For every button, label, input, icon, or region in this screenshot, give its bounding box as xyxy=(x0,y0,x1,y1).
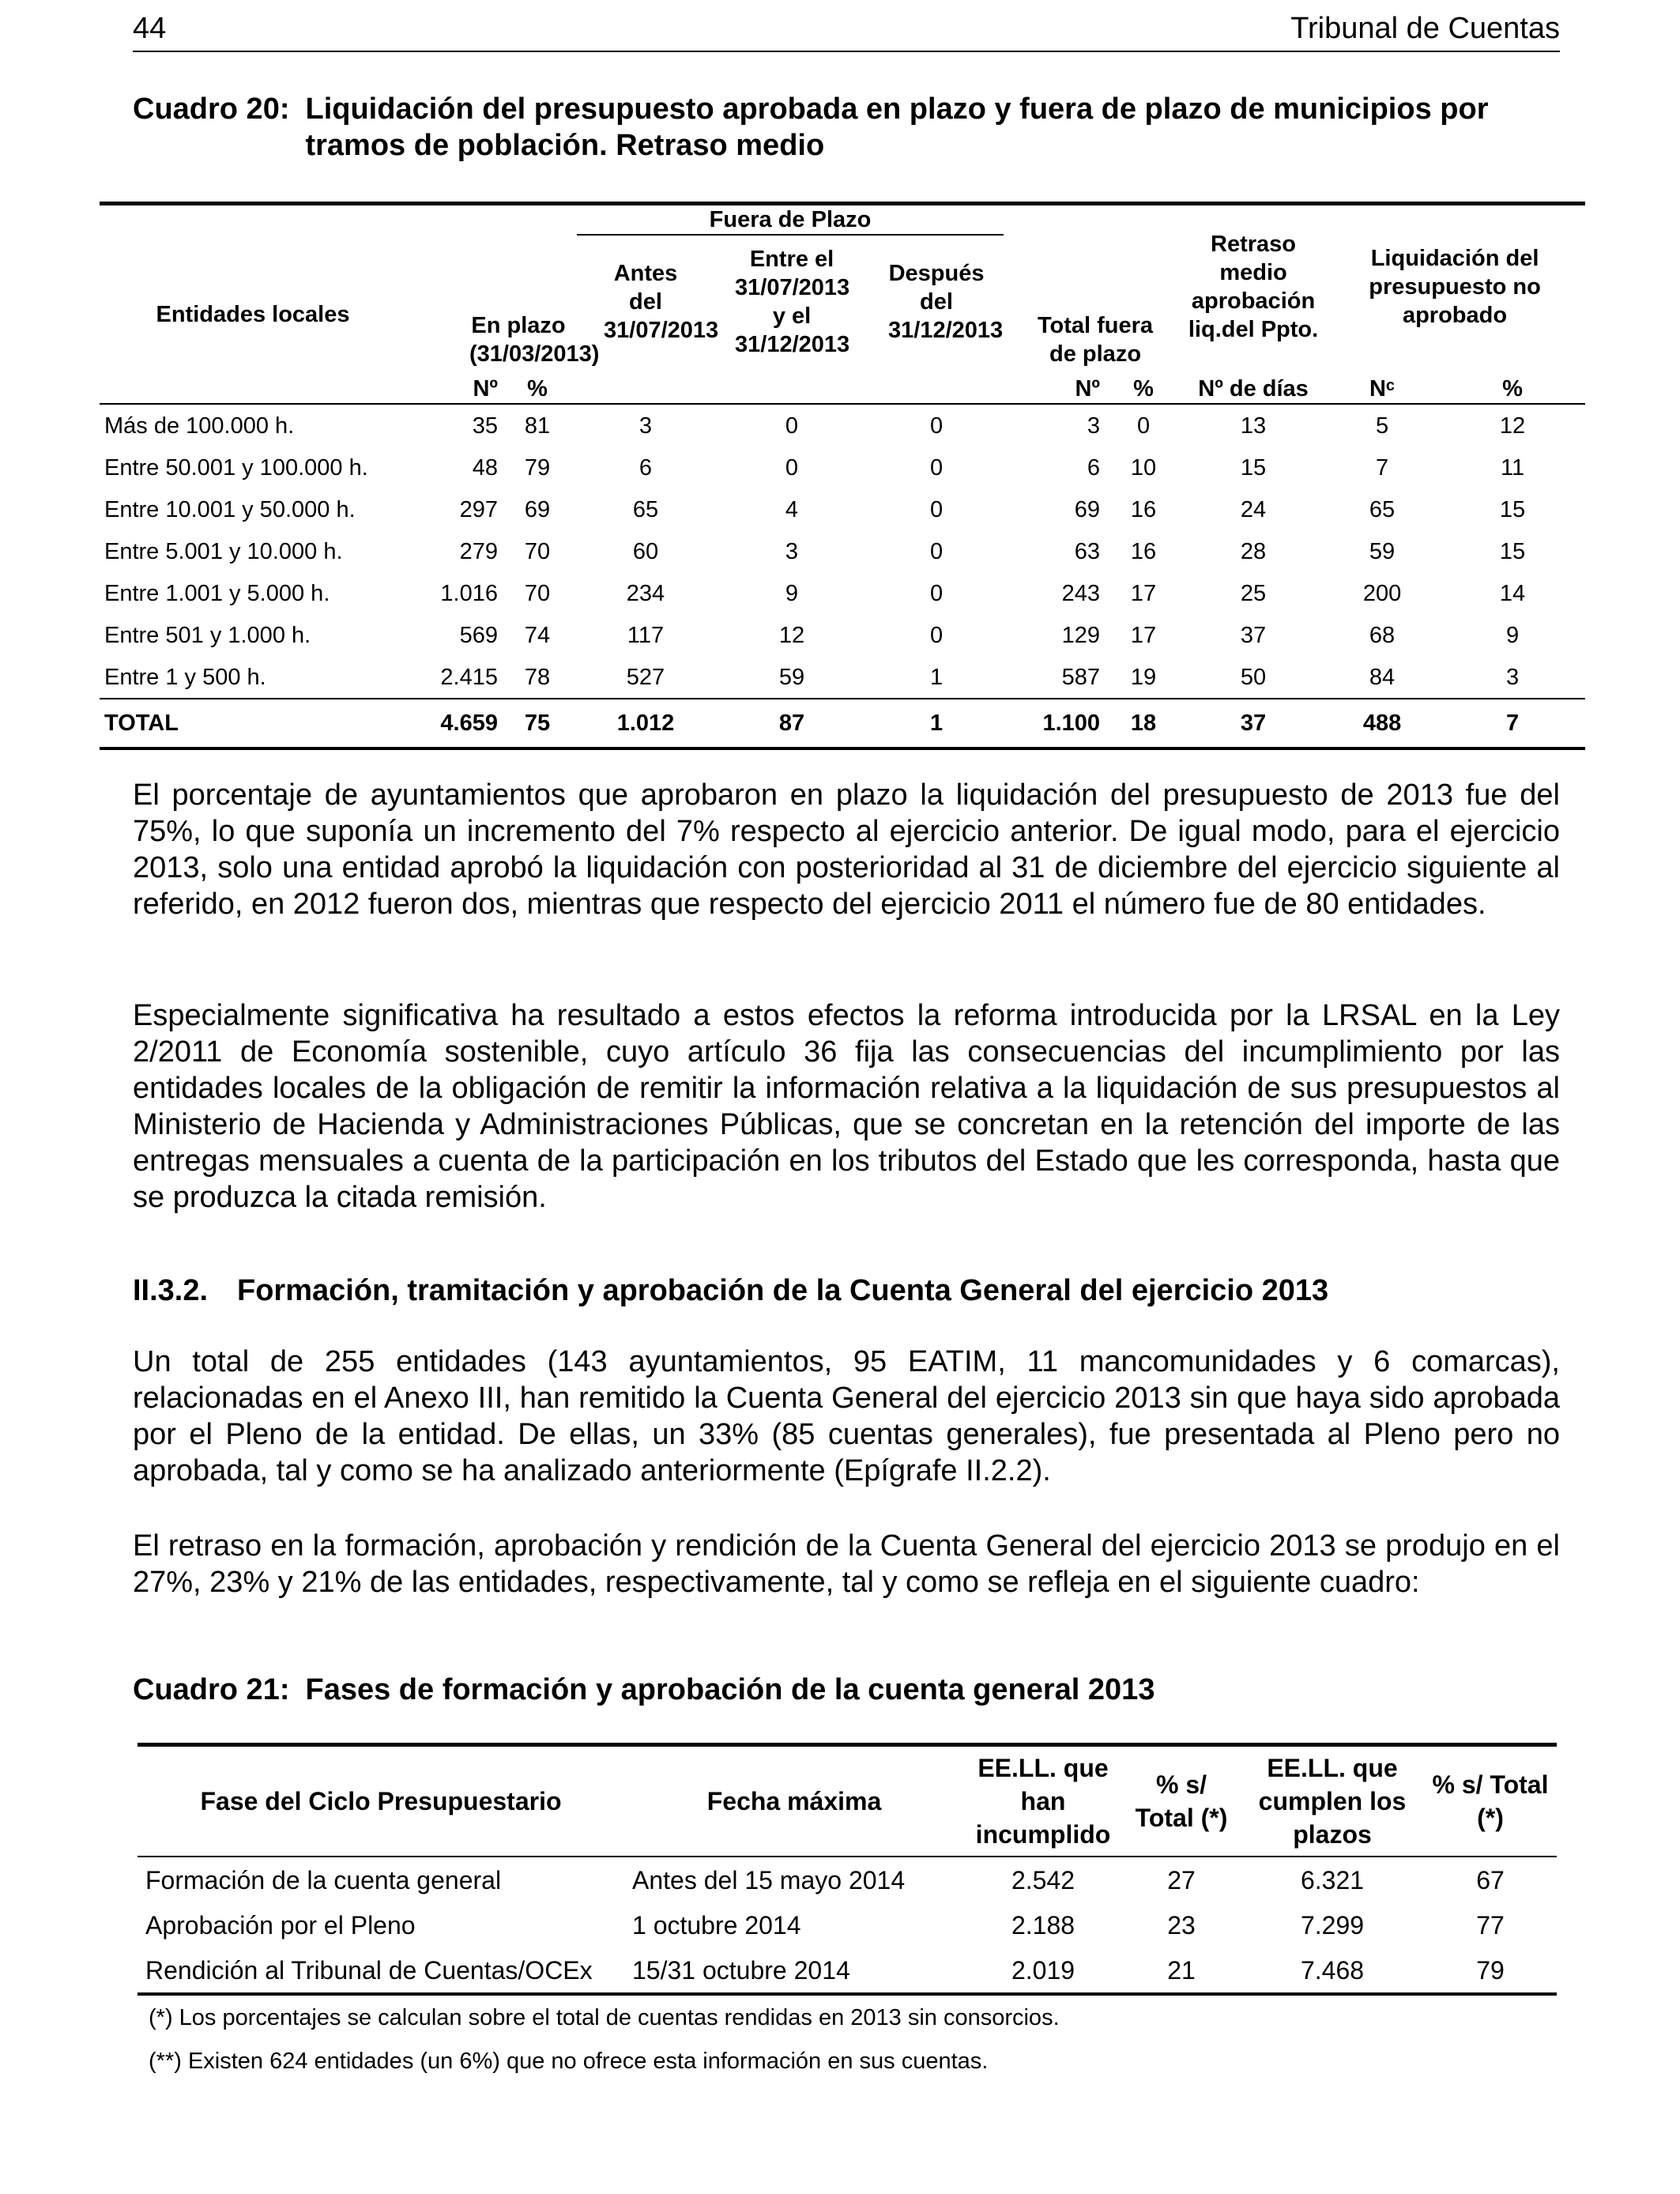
header-pct-incumplido: % s/ Total (*) xyxy=(1135,1770,1228,1832)
cuadro20-title: Liquidación del presupuesto aprobada en plazo y fuera de plazo de municipios por tramos de población. Retraso medio xyxy=(305,92,1489,162)
header-entidades: Entidades locales xyxy=(156,302,350,327)
paragraph-1: El porcentaje de ayuntamientos que aprobaron en plazo la liquidación del presupuesto de 2013 fue del 75%, lo que suponía un incremento del 7% respecto al ejercicio anterior. De igual modo, para el ejercicio 2013, solo una entidad aprobó la liquidación con posterioridad al 31 de diciembre del ejercicio siguiente al referido, en 2012 fueron dos, mientras que respecto del ejercicio 2011 el número fue de 80 entidades. xyxy=(133,778,1560,921)
table-row: Formación de la cuenta general Antes del 15 mayo 2014 2.542 27 6.321 67 xyxy=(145,1865,1505,1894)
table-row: Entre 501 y 1.000 h. 569 74 117 12 0 129 17 37 68 9 xyxy=(104,622,1520,648)
table-total-row: TOTAL 4.659 75 1.012 87 1 1.100 18 37 488 7 xyxy=(100,699,1585,748)
header-entre: Entre el 31/07/2013 y el 31/12/2013 xyxy=(735,247,850,357)
section-heading xyxy=(133,1272,1560,1309)
header-fecha: Fecha máxima xyxy=(706,1787,882,1815)
paragraph-3: Un total de 255 entidades (143 ayuntamientos, 95 EATIM, 11 mancomunidades y 6 comarcas), relacionadas en el Anexo III, han remitido la Cuenta General del ejercicio 2013 sin que haya sido aprobada por el Pleno de la entidad. De ellas, un 33% (85 cuentas generales), fue presentada al Pleno pero no aprobada, tal y como se ha analizado anteriormente (Epígrafe II.2.2). xyxy=(133,1345,1560,1487)
header-fuera-de-plazo: Fuera de Plazo xyxy=(572,204,1008,236)
cuadro21-label: Cuadro 21: xyxy=(133,1673,290,1706)
cuadro21-title: Fases de formación y aprobación de la cuenta general 2013 xyxy=(305,1673,1155,1706)
header-fase: Fase del Ciclo Presupuestario xyxy=(200,1787,562,1815)
sub-dias: Nº de días xyxy=(1198,376,1309,401)
table-row: Entre 10.001 y 50.000 h. 297 69 65 4 0 69 16 24 65 15 xyxy=(104,496,1526,522)
header-cumplen: EE.LL. que cumplen los plazos xyxy=(1258,1754,1407,1849)
cuadro20-label: Cuadro 20: xyxy=(133,92,290,126)
table-row: Rendición al Tribunal de Cuentas/OCEx 15/31 octubre 2014 2.019 21 7.468 79 xyxy=(137,1947,1557,1994)
cuadro20-table xyxy=(100,202,1585,750)
sub-pct-noap: % xyxy=(1502,376,1523,401)
cuadro21-caption xyxy=(133,1672,1560,1708)
sub-n-plazo: Nº xyxy=(473,376,498,401)
sub-pct-total: % xyxy=(1133,376,1154,401)
section-title: Formación, tramitación y aprobación de la Cuenta General del ejercicio 2013 xyxy=(237,1274,1329,1307)
header-antes: Antes del 31/07/2013 xyxy=(604,261,719,343)
header-organization: Tribunal de Cuentas xyxy=(1290,12,1560,45)
footnote-2: (**) Existen 624 entidades (un 6%) que no ofrece esta información en sus cuentas. xyxy=(149,2049,989,2074)
header-total-fuera: Total fuera de plazo xyxy=(1037,313,1154,367)
paragraph-4: El retraso en la formación, aprobación y rendición de la Cuenta General del ejercicio 2013 se produjo en el 27%, 23% y 21% de las entidades, respectivamente, tal y como se refleja en el siguiente cuadro: xyxy=(133,1529,1560,1599)
table-row: Más de 100.000 h. 35 81 3 0 0 3 0 13 5 12 xyxy=(104,413,1526,439)
table-row: Entre 1 y 500 h. 2.415 78 527 59 1 587 19 50 84 3 xyxy=(104,664,1520,690)
cuadro21-table xyxy=(137,1743,1557,1996)
page-number: 44 xyxy=(133,12,167,45)
footnote-1: (*) Los porcentajes se calculan sobre el total de cuentas rendidas en 2013 sin consorcios. xyxy=(149,2005,1060,2030)
header-retraso: Retraso medio aprobación liq.del Ppto. xyxy=(1188,232,1319,342)
table-row: Aprobación por el Pleno 1 octubre 2014 2.188 23 7.299 77 xyxy=(145,1910,1505,1940)
paragraph-2: Especialmente significativa ha resultado a estos efectos la reforma introducida por la LRSAL en la Ley 2/2011 de Economía sostenible, cuyo artículo 36 fija las consecuencias del incumplimiento por las entidades locales de la obligación de remitir la información relativa a la liquidación de sus presupuestos al Ministerio de Hacienda y Administraciones Públicas, que se concretan en la retención del importe de las entregas mensuales a cuenta de la participación en los tributos del Estado que les corresponda, hasta que se produzca la citada remisión. xyxy=(133,999,1560,1214)
header-liquidacion: Liquidación del presupuesto no aprobado xyxy=(1369,246,1541,328)
table-row: Entre 5.001 y 10.000 h. 279 70 60 3 0 63 16 28 59 15 xyxy=(104,538,1526,564)
header-incumplido: EE.LL. que han incumplido xyxy=(975,1754,1111,1849)
header-en-plazo: En plazo (31/03/2013) xyxy=(469,313,600,367)
sub-n-total: Nº xyxy=(1075,376,1101,401)
sub-nc: Nᶜ xyxy=(1369,376,1396,401)
table-row: Entre 1.001 y 5.000 h. 1.016 70 234 9 0 243 17 25 200 14 xyxy=(104,580,1526,606)
header-pct-cumplen: % s/ Total (*) xyxy=(1432,1770,1549,1832)
sub-pct-plazo: % xyxy=(527,376,548,401)
cuadro20-caption xyxy=(133,91,1560,164)
section-number: II.3.2. xyxy=(133,1274,209,1307)
header-despues: Después del 31/12/2013 xyxy=(888,261,1004,343)
table-row: Entre 50.001 y 100.000 h. 48 79 6 0 0 6 10 15 7 11 xyxy=(104,454,1525,481)
page-header xyxy=(133,11,1560,52)
